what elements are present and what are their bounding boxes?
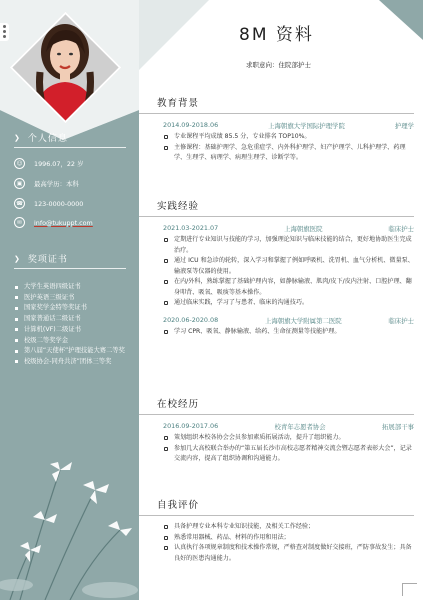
header-decoration: [139, 0, 423, 90]
list-item: 医护英语三级证书: [14, 293, 130, 304]
list-item: 在内/外科，熟练掌握了基础护理内容，如静脉输液、肌肉/皮下/皮内注射、口腔护理、翻身叩背、吸氧、吸痰等基本操作。: [163, 277, 414, 298]
entry-header: 2014.09-2018.06 上海朝旗大学国际护理学院 护理学: [163, 121, 414, 130]
entry-header: 2021.03-2021.07 上海朝旗医院 临床护士: [163, 224, 414, 233]
certificates-heading: ❯ 奖项证书: [14, 254, 68, 265]
info-education: ▣ 最高学历：本科: [14, 178, 79, 189]
phone-icon: ☎: [14, 198, 25, 209]
bullet-list: [157, 433, 414, 465]
entry-header: 2016.09-2017.06 校青年志愿者协会 拓展部干事: [163, 422, 414, 431]
list-item: 通过 ICU 和急诊的轮转，深入学习和掌握了例如呼吸机、洗胃机、血气分析机、微量泵、输液泵等仪器的使用。: [163, 256, 414, 277]
list-item: 第八届“天使杯”护理技能大赛二等奖: [14, 346, 130, 357]
list-item: 定期进行专业知识与技能的学习，加强理论知识与临床技能的结合，更好地协助医生完成治疗。: [163, 235, 414, 256]
list-item: 参加几大高校联合举办的“第五届长沙市高校志愿者精神交流会暨志愿者表彰大会”，记录交流内容，提高了组织协调和沟通能力。: [163, 444, 414, 465]
section-title: 教育背景: [157, 98, 200, 109]
info-age: ☺ 1996.07，22 岁: [14, 158, 83, 169]
list-item: 熟悉常用器械、药品、材料的作用和用法；: [163, 533, 414, 544]
bullet-list: [157, 235, 414, 309]
entry-header: 2020.06-2020.08 上海朝旗大学附属第二医院 临床护士: [163, 315, 414, 325]
section-title: 实践经验: [157, 201, 200, 212]
section-title: 自我评价: [157, 500, 200, 511]
list-item: 校级协会-同舟共济”团体三等奖: [14, 357, 130, 368]
experience-section: [157, 198, 414, 337]
list-item: 专业课程平均成绩 85.5 分，专业排名 TOP10%。: [163, 132, 414, 143]
info-phone: ☎ 123-0000-0000: [14, 198, 83, 209]
bullet-list: [157, 522, 414, 564]
list-item: 主修课程：基础护理学、急危重症学、内外科护理学、妇产护理学、儿科护理学、药理学、生理学、病理学、病理生理学、诊断学等。: [163, 143, 414, 164]
personal-info-heading: ❯ 个人信息: [14, 133, 68, 144]
divider: [14, 268, 126, 269]
flower-illustration: [0, 410, 139, 600]
education-icon: ▣: [14, 178, 25, 189]
list-item: 具备护理专业本科专业知识技能，及相关工作经验；: [163, 522, 414, 533]
list-item: 国家奖学金特等奖证书: [14, 303, 130, 314]
job-intent: 求职意向：住院部护士: [246, 61, 311, 69]
list-item: 认真执行各项规章制度和技术操作常规，严格查对制度做好交接班，严防事故发生；具备良好的医患沟通能力。: [163, 543, 414, 564]
section-title: 在校经历: [157, 399, 200, 410]
list-item: 学习 CPR、吸氧、静脉输液、给药、生命征测量等技能护理。: [163, 327, 414, 338]
email-icon: ✉: [14, 217, 25, 228]
bullet-list: [157, 327, 414, 338]
main-content: [139, 0, 423, 600]
page-corner-mark: [402, 583, 417, 596]
divider: [157, 113, 414, 114]
menu-handle[interactable]: [0, 23, 9, 41]
list-item: 校级二等奖学金: [14, 336, 130, 347]
chevron-right-icon: ❯: [14, 133, 21, 142]
campus-section: [157, 396, 414, 465]
divider: [157, 515, 414, 516]
person-icon: ☺: [14, 158, 25, 169]
self-evaluation-section: [157, 497, 414, 564]
list-item: 通过临床实践，学习了与患者、临床的沟通技巧。: [163, 298, 414, 309]
page-title: 8M 资料: [239, 25, 314, 45]
bullet-list: [157, 132, 414, 164]
list-item: 策划组织本校各协会会员参加素质拓展活动，提升了组织能力。: [163, 433, 414, 444]
certificate-list: [14, 282, 130, 368]
list-item: 国家普通话二级证书: [14, 314, 130, 325]
education-section: [157, 95, 414, 164]
sidebar: [0, 0, 139, 600]
divider: [157, 216, 414, 217]
list-item: 大学生英语四级证书: [14, 282, 130, 293]
list-item: 计算机(VF)二级证书: [14, 325, 130, 336]
info-email[interactable]: ✉ info@tukuppt.com: [14, 217, 93, 228]
divider: [14, 147, 126, 148]
chevron-right-icon: ❯: [14, 254, 21, 263]
divider: [157, 414, 414, 415]
